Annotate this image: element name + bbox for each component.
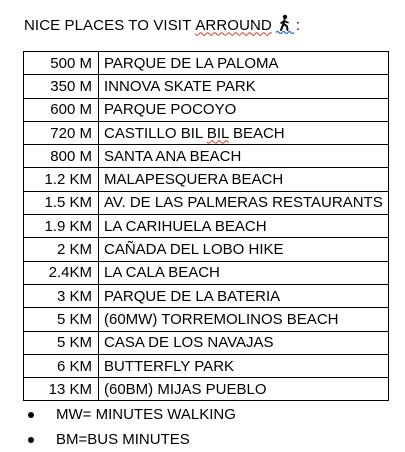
distance-cell: 6 KM (24, 354, 99, 377)
place-name-cell: SANTA ANA BEACH (99, 145, 389, 168)
place-name-cell: LA CARIHUELA BEACH (99, 215, 389, 238)
title-misspelled-word: ARROUND (195, 16, 272, 34)
table-row (24, 308, 389, 331)
note-item (26, 427, 236, 452)
distance-cell: 5 KM (24, 308, 99, 331)
place-name-cell: (60MW) TORREMOLINOS BEACH (99, 308, 389, 331)
distance-cell: 600 M (24, 98, 99, 121)
place-name-cell: PARQUE DE LA BATERIA (99, 284, 389, 307)
distance-cell: 800 M (24, 145, 99, 168)
place-name-cell: BUTTERFLY PARK (99, 354, 389, 377)
note-text: BM=BUS MINUTES (56, 431, 190, 448)
misspelled-word: BIL (206, 124, 229, 142)
table-row (24, 52, 389, 75)
person-walking-icon (274, 14, 296, 34)
place-name-cell: AV. DE LAS PALMERAS RESTAURANTS (99, 191, 389, 214)
table-row (24, 191, 389, 214)
distance-cell: 3 KM (24, 284, 99, 307)
place-name-cell: PARQUE DE LA PALOMA (99, 52, 389, 75)
table-row (24, 331, 389, 354)
title-text: NICE PLACES TO VISIT (24, 16, 196, 34)
table-row (24, 75, 389, 98)
place-name-cell: CASTILLO BIL BIL BEACH (99, 121, 389, 144)
note-item (26, 402, 236, 427)
note-text: MW= MINUTES WALKING (56, 406, 236, 423)
bullet-icon (28, 412, 34, 418)
distance-cell: 1.5 KM (24, 191, 99, 214)
title-colon: : (295, 16, 301, 34)
distance-cell: 13 KM (24, 378, 99, 401)
distance-cell: 2 KM (24, 238, 99, 261)
table-row (24, 284, 389, 307)
place-name-cell: LA CALA BEACH (99, 261, 389, 284)
place-name-cell: INNOVA SKATE PARK (99, 75, 389, 98)
distance-cell: 1.2 KM (24, 168, 99, 191)
place-name-cell: (60BM) MIJAS PUEBLO (99, 378, 389, 401)
distance-cell: 2.4KM (24, 261, 99, 284)
place-name-cell: PARQUE POCOYO (99, 98, 389, 121)
table-row (24, 238, 389, 261)
distance-cell: 5 KM (24, 331, 99, 354)
table-row (24, 145, 389, 168)
distance-cell: 350 M (24, 75, 99, 98)
places-table (23, 51, 389, 401)
table-row (24, 121, 389, 144)
table-row (24, 168, 389, 191)
bullet-icon (28, 437, 34, 443)
page-title (24, 15, 300, 35)
table-row (24, 261, 389, 284)
distance-cell: 1.9 KM (24, 215, 99, 238)
distance-cell: 500 M (24, 52, 99, 75)
table-row (24, 98, 389, 121)
table-row (24, 378, 389, 401)
place-name-cell: CASA DE LOS NAVAJAS (99, 331, 389, 354)
table-row (24, 215, 389, 238)
place-name-cell: MALAPESQUERA BEACH (99, 168, 389, 191)
legend-notes (26, 402, 236, 452)
distance-cell: 720 M (24, 121, 99, 144)
table-row (24, 354, 389, 377)
place-name-cell: CAÑADA DEL LOBO HIKE (99, 238, 389, 261)
